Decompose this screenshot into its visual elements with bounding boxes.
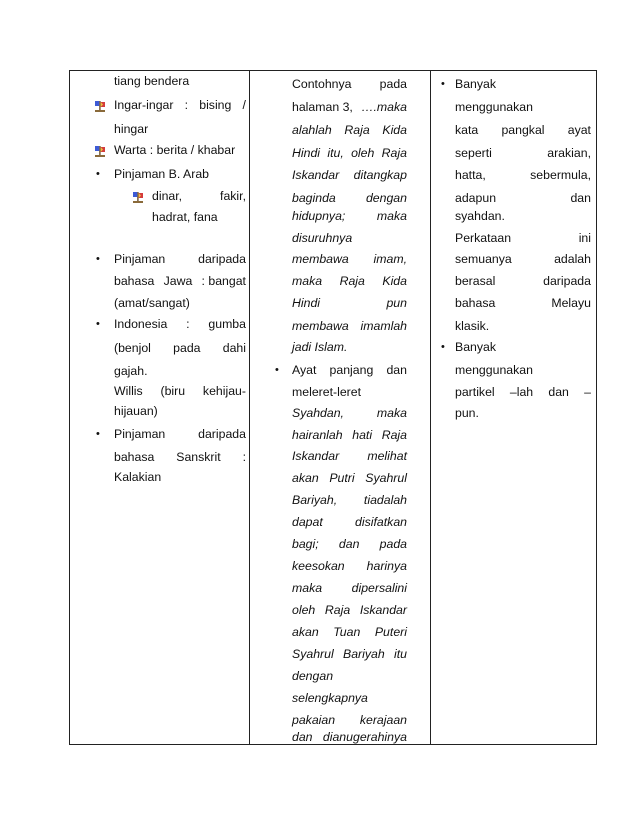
text-line: dapat disifatkan bbox=[292, 515, 407, 529]
column-divider bbox=[430, 70, 431, 745]
text-line: hingar bbox=[114, 122, 149, 136]
text-line: Kalakian bbox=[114, 470, 162, 484]
text-line: Contohnya pada bbox=[292, 77, 407, 91]
text-line: hairanlah hati Raja bbox=[292, 428, 407, 442]
text-line: seperti arakian, bbox=[455, 146, 591, 160]
text-line: Indonesia : gumba bbox=[114, 317, 246, 331]
text-line: Banyak bbox=[455, 77, 497, 91]
text-line: Warta : berita / khabar bbox=[114, 143, 236, 157]
text-line: meleret-leret bbox=[292, 385, 362, 399]
text-line: Hindi itu, oleh Raja bbox=[292, 146, 407, 160]
text-line: menggunakan bbox=[455, 100, 533, 114]
text-line: klasik. bbox=[455, 319, 490, 333]
text-line: bagi; dan pada bbox=[292, 537, 407, 551]
text-line: Iskandar melihat bbox=[292, 449, 407, 463]
text-line: maka Raja Kida bbox=[292, 274, 407, 288]
bullet-icon: • bbox=[96, 428, 100, 440]
bullet-icon: • bbox=[441, 341, 445, 353]
text-line: tiang bendera bbox=[114, 74, 190, 88]
text-line: maka dipersalini bbox=[292, 581, 407, 595]
text-line: menggunakan bbox=[455, 363, 533, 377]
bullet-icon: • bbox=[96, 168, 100, 180]
text-line: hadrat, fana bbox=[152, 210, 218, 224]
text-line: syahdan. bbox=[455, 209, 505, 223]
bullet-icon: • bbox=[96, 318, 100, 330]
text-line: halaman 3, ….maka bbox=[292, 100, 407, 114]
text-line: bahasa Sanskrit : bbox=[114, 450, 246, 464]
text-line: gajah. bbox=[114, 364, 148, 378]
text-line: disuruhnya bbox=[292, 231, 353, 245]
text-line: jadi Islam. bbox=[292, 340, 348, 354]
text-line: berasal daripada bbox=[455, 274, 591, 288]
text-line: partikel –lah dan – bbox=[455, 385, 591, 399]
text-line: membawa imam, bbox=[292, 252, 407, 266]
text-line: pun. bbox=[455, 406, 479, 420]
text-line: Pinjaman daripada bbox=[114, 252, 246, 266]
text-line: Banyak bbox=[455, 340, 497, 354]
text-line: hijauan) bbox=[114, 404, 158, 418]
text-line: alahlah Raja Kida bbox=[292, 123, 407, 137]
text-line: (amat/sangat) bbox=[114, 296, 190, 310]
text-line: Bariyah, tiadalah bbox=[292, 493, 407, 507]
text-line: dinar, fakir, bbox=[152, 189, 246, 203]
text-line: (benjol pada dahi bbox=[114, 341, 246, 355]
text-line: Pinjaman daripada bbox=[114, 427, 246, 441]
text-line: hatta, sebermula, bbox=[455, 168, 591, 182]
flag-bullet-icon bbox=[95, 100, 105, 112]
text-line: Hindi pun bbox=[292, 296, 407, 310]
text-line: hidupnya; maka bbox=[292, 209, 407, 223]
text-line: membawa imamlah bbox=[292, 319, 407, 333]
text-line: kata pangkal ayat bbox=[455, 123, 591, 137]
text-line: oleh Raja Iskandar bbox=[292, 603, 407, 617]
text-line: baginda dengan bbox=[292, 191, 407, 205]
text-line: bahasa Jawa : bangat bbox=[114, 274, 246, 288]
text-line: Willis (biru kehijau- bbox=[114, 384, 246, 398]
bullet-icon: • bbox=[96, 253, 100, 265]
column-divider bbox=[249, 70, 250, 745]
text-line: Ingar-ingar : bising / bbox=[114, 98, 246, 112]
text-line: dan dianugerahinya bbox=[292, 730, 407, 744]
bullet-icon: • bbox=[441, 78, 445, 90]
text-line: Pinjaman B. Arab bbox=[114, 167, 210, 181]
text-line: pakaian kerajaan bbox=[292, 713, 407, 727]
flag-bullet-icon bbox=[95, 145, 105, 157]
text-line: akan Putri Syahrul bbox=[292, 471, 407, 485]
text-line: Iskandar ditangkap bbox=[292, 168, 407, 182]
text-line: selengkapnya bbox=[292, 691, 368, 705]
text-line: akan Tuan Puteri bbox=[292, 625, 407, 639]
text-line: adapun dan bbox=[455, 191, 591, 205]
flag-bullet-icon bbox=[133, 191, 143, 203]
text-line: Syahdan, maka bbox=[292, 406, 407, 420]
text-line: Perkataan ini bbox=[455, 231, 591, 245]
text-line: Syahrul Bariyah itu bbox=[292, 647, 407, 661]
bullet-icon: • bbox=[275, 364, 279, 376]
text-line: dengan bbox=[292, 669, 334, 683]
text-line: bahasa Melayu bbox=[455, 296, 591, 310]
text-line: semuanya adalah bbox=[455, 252, 591, 266]
text-line: Ayat panjang dan bbox=[292, 363, 407, 377]
text-line: keesokan harinya bbox=[292, 559, 407, 573]
